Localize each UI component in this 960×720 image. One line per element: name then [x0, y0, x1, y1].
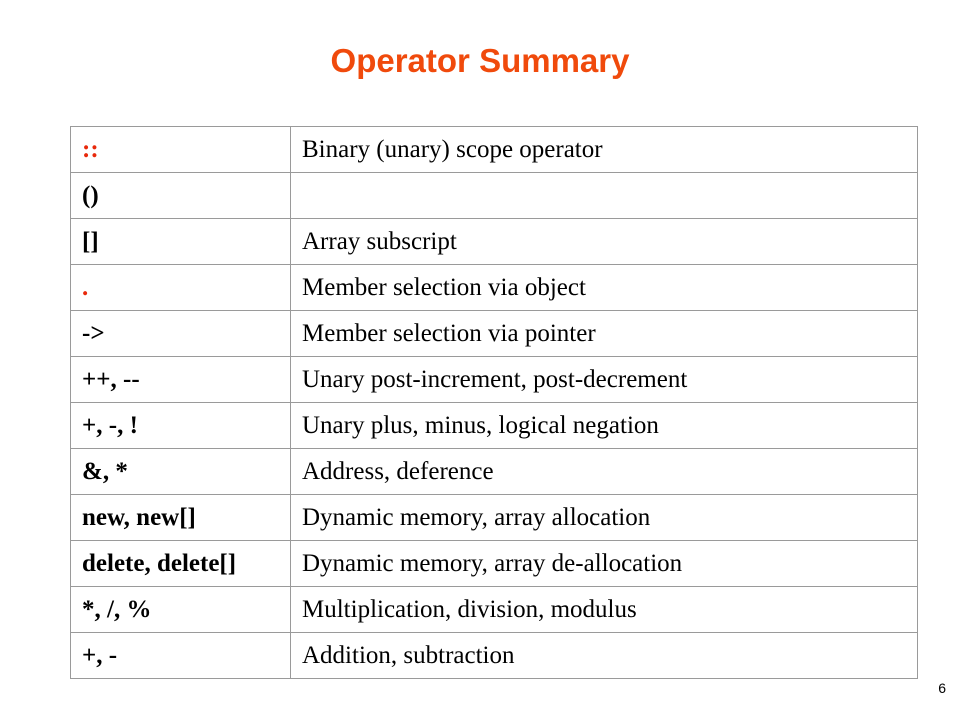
operator-symbol: ::: [71, 127, 291, 173]
operator-symbol: delete, delete[]: [71, 541, 291, 587]
operator-description: [291, 173, 918, 219]
operator-description: Addition, subtraction: [291, 633, 918, 679]
operator-row: [71, 587, 918, 633]
operator-description: Member selection via pointer: [291, 311, 918, 357]
operator-description: Multiplication, division, modulus: [291, 587, 918, 633]
operator-row: [71, 633, 918, 679]
operator-description: Dynamic memory, array de-allocation: [291, 541, 918, 587]
operator-symbol: +, -, !: [71, 403, 291, 449]
operator-symbol: ->: [71, 311, 291, 357]
operator-row: [71, 495, 918, 541]
operator-symbol: new, new[]: [71, 495, 291, 541]
operator-description: Unary plus, minus, logical negation: [291, 403, 918, 449]
operator-description: Member selection via object: [291, 265, 918, 311]
operator-row: [71, 403, 918, 449]
operator-row: [71, 265, 918, 311]
operator-description: Binary (unary) scope operator: [291, 127, 918, 173]
operator-description: Unary post-increment, post-decrement: [291, 357, 918, 403]
operator-description: Address, deference: [291, 449, 918, 495]
operator-symbol: (): [71, 173, 291, 219]
operator-row: [71, 449, 918, 495]
operator-description: Array subscript: [291, 219, 918, 265]
slide-title: Operator Summary: [330, 42, 630, 79]
operator-symbol: +, -: [71, 633, 291, 679]
operator-description: Dynamic memory, array allocation: [291, 495, 918, 541]
operator-symbol: []: [71, 219, 291, 265]
operator-row: [71, 127, 918, 173]
operator-row: [71, 357, 918, 403]
operator-symbol: &, *: [71, 449, 291, 495]
operator-table-body: [71, 127, 918, 679]
operator-row: [71, 311, 918, 357]
page-number: 6: [938, 680, 946, 696]
operator-row: [71, 173, 918, 219]
operator-row: [71, 219, 918, 265]
operator-row: [71, 541, 918, 587]
operator-symbol: ++, --: [71, 357, 291, 403]
operator-symbol: .: [71, 265, 291, 311]
operator-table: [70, 126, 918, 679]
operator-symbol: *, /, %: [71, 587, 291, 633]
